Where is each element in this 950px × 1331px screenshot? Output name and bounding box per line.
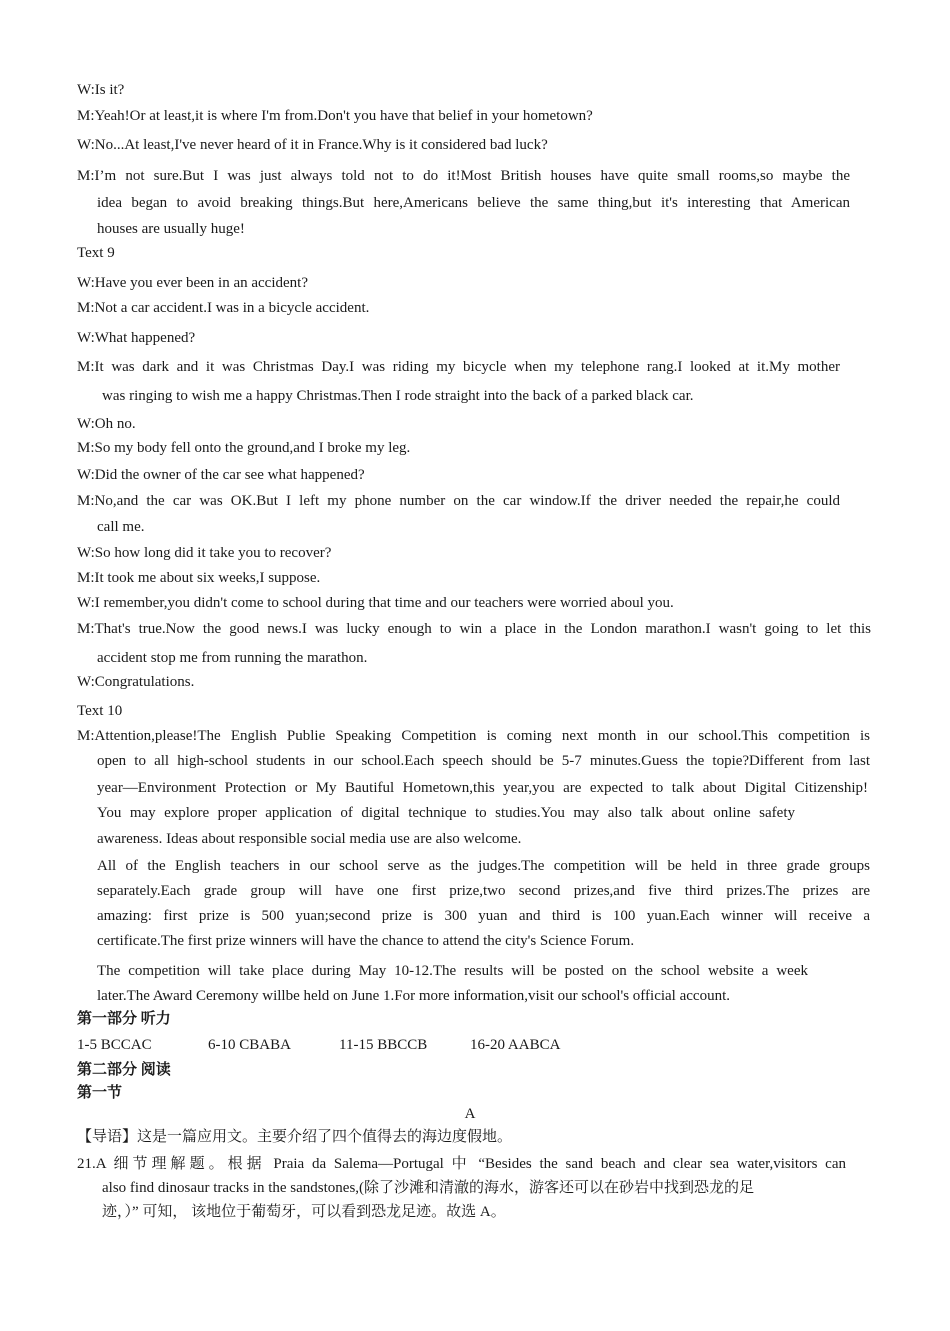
answer-key-row [77,1035,560,1055]
dialogue-line: W:Did the owner of the car see what happened? [77,467,365,483]
announcement-line: amazing: first prize is 500 yuan;second prize is 300 yuan and third is 100 yuan.Each winner will receive a [97,908,870,924]
part1-heading: 第一部分 听力 [77,1011,171,1027]
answer-explanation-line: 21.A 细节理解题。根据 Praia da Salema—Portugal 中 “Besides the sand beach and clear sea water,visitors can [77,1156,846,1172]
section-heading-text9: Text 9 [77,245,115,261]
answer-group: 1-5 BCCAC [77,1037,152,1053]
dialogue-line-continued: call me. [97,519,145,535]
dialogue-line: W:Congratulations. [77,674,195,690]
announcement-line: year—Environment Protection or My Bautiful Hometown,this year,you are expected to talk about Digital Citizenship! [97,780,868,796]
dialogue-line: W:Have you ever been in an accident? [77,275,308,291]
dialogue-line: M:I’m not sure.But I was just always told not to do it!Most British houses have quite small rooms,so maybe the [77,168,850,184]
announcement-line: All of the English teachers in our school serve as the judges.The competition will be held in three grade groups [97,858,870,874]
announcement-line: You may explore proper application of digital technique to studies.You may also talk about online safety [97,805,795,821]
announcement-line: awareness. Ideas about responsible social media use are also welcome. [97,831,522,847]
dialogue-line: W:So how long did it take you to recover? [77,545,332,561]
dialogue-line-continued: houses are usually huge! [97,221,245,237]
dialogue-line-continued: idea began to avoid breaking things.But here,Americans believe the same thing,but it's interesting that American [97,195,850,211]
answer-group: 6-10 CBABA [208,1037,291,1053]
dialogue-line: M:It took me about six weeks,I suppose. [77,570,321,586]
announcement-line: The competition will take place during May 10-12.The results will be posted on the school website a week [97,963,808,979]
part2-heading: 第二部分 阅读 [77,1062,171,1078]
answer-explanation-line: 迹，）” 可知， 该地位于葡萄牙，可以看到恐龙足迹。故选 A。 [102,1204,506,1220]
answer-group: 16-20 AABCA [470,1037,561,1053]
dialogue-line: W:Is it? [77,82,125,98]
dialogue-line: M:So my body fell onto the ground,and I broke my leg. [77,440,411,456]
announcement-line: separately.Each grade group will have one first prize,two second prizes,and five third prizes.The prizes are [97,883,870,899]
dialogue-line: W:What happened? [77,330,196,346]
dialogue-line: M:It was dark and it was Christmas Day.I was riding my bicycle when my telephone rang.I looked at it.My mother [77,359,840,375]
dialogue-line-continued: was ringing to wish me a happy Christmas.Then I rode straight into the back of a parked black car. [102,388,694,404]
dialogue-line: M:Yeah!Or at least,it is where I'm from.Don't you have that belief in your hometown? [77,108,593,124]
section-label: 第一节 [77,1085,123,1101]
answer-explanation-line: also find dinosaur tracks in the sandstones,(除了沙滩和清澈的海水，游客还可以在砂岩中找到恐龙的足 [102,1180,755,1196]
answer-group: 11-15 BBCCB [339,1037,428,1053]
announcement-line: certificate.The first prize winners will have the chance to attend the city's Science Forum. [97,933,635,949]
announcement-line: later.The Award Ceremony willbe held on June 1.For more information,visit our school's official account. [97,988,730,1004]
dialogue-line: W:Oh no. [77,416,136,432]
dialogue-line: M:No,and the car was OK.But I left my phone number on the car window.If the driver needed the repair,he could [77,493,840,509]
dialogue-line-continued: accident stop me from running the marathon. [97,650,368,666]
passage-label: A [464,1106,476,1122]
dialogue-line: M:Not a car accident.I was in a bicycle accident. [77,300,370,316]
announcement-line: M:Attention,please!The English Publie Speaking Competition is coming next month in our school.This competition is [77,728,870,744]
section-heading-text10: Text 10 [77,703,123,719]
guide-intro: 【导语】这是一篇应用文。主要介绍了四个值得去的海边度假地。 [77,1129,513,1145]
dialogue-line: W:No...At least,I've never heard of it in France.Why is it considered bad luck? [77,137,548,153]
announcement-line: open to all high-school students in our school.Each speech should be 5-7 minutes.Guess the topie?Different from last [97,753,870,769]
dialogue-line: W:I remember,you didn't come to school during that time and our teachers were worried aboul you. [77,595,674,611]
dialogue-line: M:That's true.Now the good news.I was lucky enough to win a place in the London marathon.I wasn't going to let this [77,621,871,637]
